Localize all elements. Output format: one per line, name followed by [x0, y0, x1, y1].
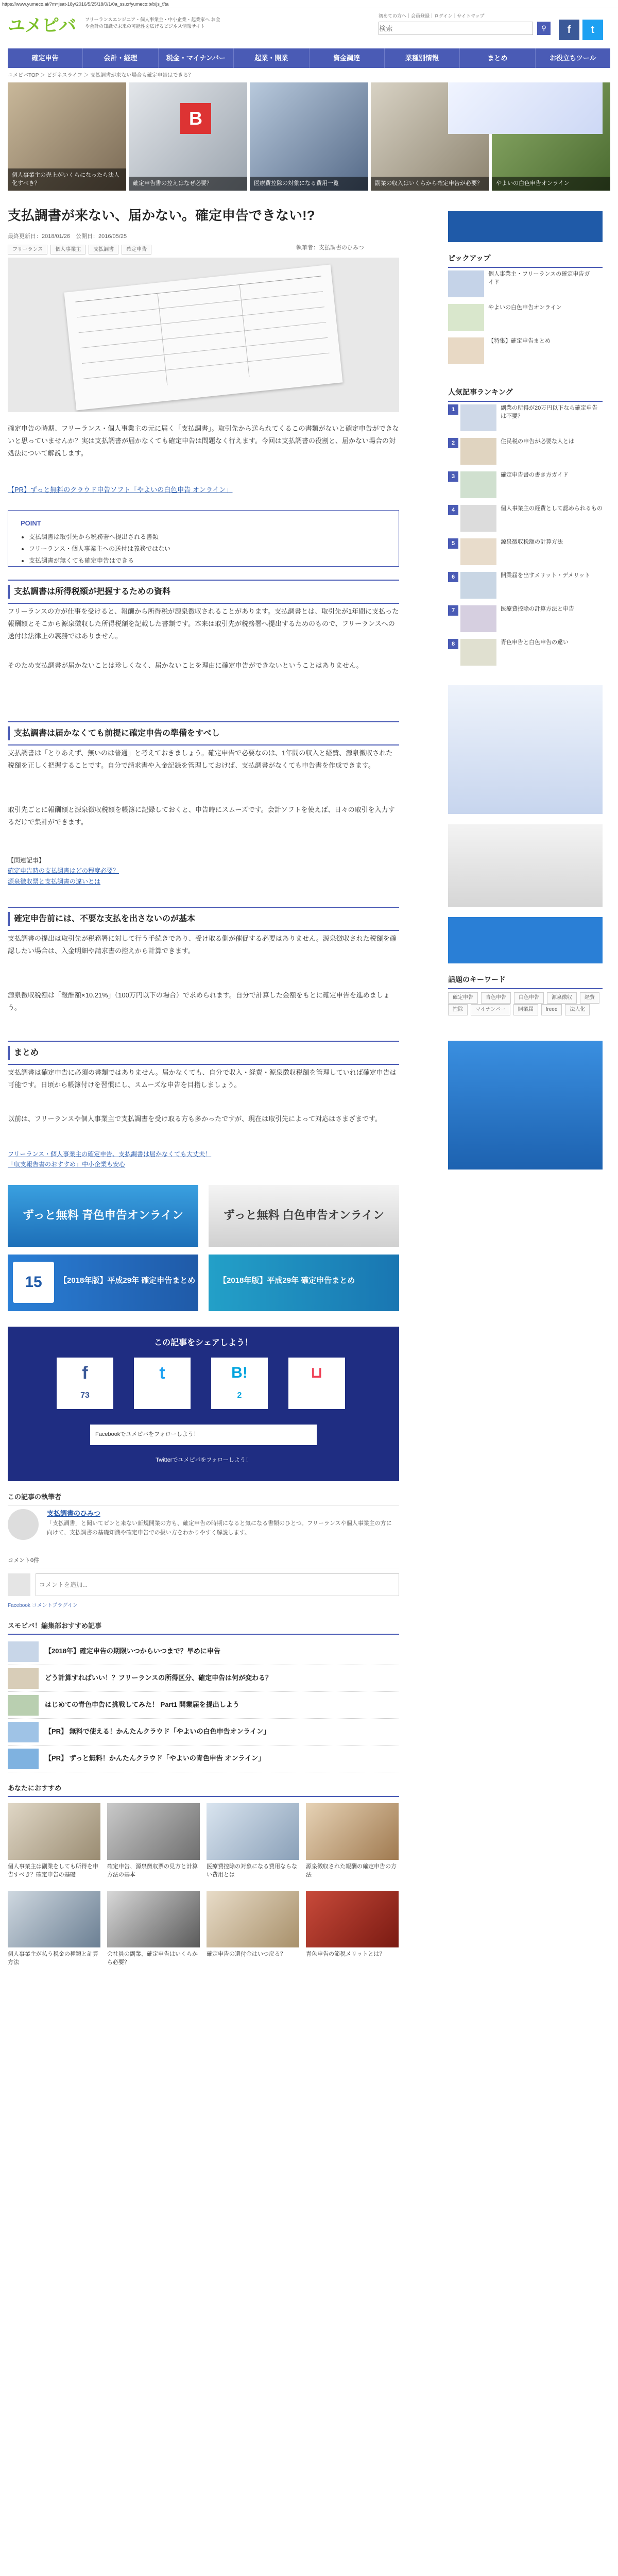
recommend-card[interactable]	[207, 1891, 299, 1959]
pickup-heading: ピックアップ	[448, 252, 603, 268]
related-thumbnail	[8, 1668, 39, 1689]
related-title: 【2018年】確定申告の期限いつからいつまで？早めに申告	[45, 1647, 220, 1655]
white-return-banner[interactable]	[209, 1185, 399, 1247]
ranking-title: 住民税の申告が必要な人とは	[501, 438, 574, 445]
recommend-card[interactable]	[107, 1891, 200, 1967]
related-thumbnail	[8, 1641, 39, 1662]
kakutei-banner[interactable]	[8, 1255, 198, 1311]
ranking-title: 開業届を出すメリット・デメリット	[501, 572, 591, 579]
carousel-slide[interactable]	[250, 82, 368, 191]
related-title: 【PR】 ずっと無料！かんたんクラウド「やよいの青色申告 オンライン」	[45, 1754, 265, 1762]
rank-number: 4	[448, 505, 458, 515]
comment-plugin-label[interactable]: Facebook コメントプラグイン	[8, 1603, 78, 1608]
keyword-tag[interactable]: 青色申告	[481, 992, 511, 1004]
nav-item[interactable]: 税金・マイナンバー	[159, 48, 234, 68]
summary-text: 以前は、フリーランスや個人事業主で支払調書を受け取る方も多かったですが、現在は取引先によって対応はさまざまです。	[8, 1115, 382, 1123]
global-nav	[8, 48, 610, 68]
pickup-item[interactable]	[448, 337, 603, 368]
nav-item[interactable]: 資金調達	[310, 48, 385, 68]
ranking-thumbnail	[460, 404, 496, 431]
keyword-list	[448, 992, 603, 1015]
kakutei-banner[interactable]	[209, 1255, 399, 1311]
section-text: そのため支払調書が届かないことは珍しくなく、届かないことを理由に確定申告ができないということはありません。	[8, 662, 363, 669]
nav-item[interactable]: お役立ちツール	[550, 54, 596, 62]
section-heading: 支払調書は届かなくても前提に確定申告の準備をすべし	[8, 721, 399, 745]
recommend-title: 青色申告の節税メリットとは？	[306, 1951, 385, 1957]
banner-label: 【2018年版】平成29年 確定申告まとめ	[219, 1276, 355, 1285]
rank-number: 6	[448, 572, 458, 582]
document-illustration	[64, 264, 342, 410]
section-text: 源泉徴収税額は「報酬額×10.21%」（100万円以下の場合）で求められます。自分で計算した金額をもとに確定申告を進めましょう。	[8, 991, 390, 1012]
pickup-item[interactable]	[448, 270, 603, 301]
recommend-image	[107, 1891, 200, 1947]
recommend-image	[8, 1803, 100, 1860]
twitter-icon[interactable]: t	[582, 20, 603, 40]
author-box	[8, 1492, 399, 1548]
ref-link[interactable]: 確定申告時の支払調書はどの程度必要？	[8, 867, 119, 875]
tag-link[interactable]: 支払調書	[89, 245, 118, 255]
related-title: 【PR】 無料で使える！かんたんクラウド「やよいの白色申告オンライン」	[45, 1727, 270, 1735]
ref-link[interactable]: 源泉徴収票と支払調書の違いとは	[8, 877, 101, 885]
related-title: はじめての青色申告に挑戦してみた！ Part1 開業届を提出しよう	[45, 1701, 239, 1708]
carousel-slide[interactable]	[8, 82, 126, 191]
related-item[interactable]	[8, 1638, 399, 1665]
pickup-title: 【特集】確定申告まとめ	[488, 338, 551, 344]
slide-caption: やよいの白色申告オンライン	[492, 177, 610, 191]
ranking-title: 個人事業主の経費として認められるもの	[501, 505, 603, 512]
bottom-link[interactable]: フリーランス・個人事業主の確定申告、支払調書は届かなくても大丈夫！	[8, 1150, 212, 1158]
keyword-tag[interactable]: 源泉徴収	[547, 992, 577, 1004]
ranking-item[interactable]	[448, 538, 603, 569]
rank-number: 1	[448, 404, 458, 415]
nav-item[interactable]: 会計・経理	[83, 48, 158, 68]
pickup-title: やよいの白色申告オンライン	[488, 304, 562, 311]
share-count: 73	[80, 1391, 90, 1400]
article-intro: 確定申告の時期、フリーランス・個人事業主の元に届く「支払調書」。取引先から送られてくるこの書類がないと確定申告ができないと思っていませんか？実は支払調書が届かなくても確定申告は問題なく行えます。今回は支払調書の役割と、届かない場合の対処法について解説します。	[8, 425, 399, 457]
section-heading: 確定申告前には、不要な支払を出さないのが基本	[8, 907, 399, 931]
related-thumbnail	[8, 1722, 39, 1742]
section-heading: 支払調書は所得税額が把握するための資料	[8, 580, 399, 604]
nav-item[interactable]: 業種別情報	[385, 48, 460, 68]
sidebar-ad-cloud[interactable]	[448, 1041, 603, 1170]
summary-text: 支払調書は確定申告に必須の書類ではありません。届かなくても、自分で収入・経費・源泉徴収税額を管理していれば確定申告は可能です。日頃から帳簿付けを習慣にし、スムーズな申告を目指しましょう。	[8, 1069, 397, 1089]
slide-caption: 医療費控除の対象になる費用一覧	[250, 177, 368, 191]
sidebar-ad-promo[interactable]	[448, 685, 603, 814]
ranking-title: 副業の所得が20万円以下なら確定申告は不要？	[501, 405, 598, 419]
keyword-tag[interactable]: 開業届	[513, 1004, 538, 1015]
share-pocket-button[interactable]	[288, 1358, 345, 1409]
ranking-title: 医療費控除の計算方法と申告	[501, 606, 574, 612]
keyword-tag[interactable]: 経費	[580, 992, 599, 1004]
carousel-slide[interactable]	[129, 82, 247, 191]
ranking-item[interactable]	[448, 505, 603, 536]
ranking-item[interactable]	[448, 438, 603, 469]
ranking-item[interactable]	[448, 404, 603, 435]
ranking-thumbnail	[460, 605, 496, 632]
slide-caption: 個人事業主の売上がいくらになったら法人化すべき？	[8, 168, 126, 191]
related-title: どう計算すればいい！？フリーランスの所得区分、確定申告は何が変わる？	[45, 1674, 272, 1682]
ranking-thumbnail	[460, 438, 496, 465]
recommend-image	[8, 1891, 100, 1947]
recommend-card[interactable]	[306, 1803, 399, 1879]
related-thumbnail	[8, 1749, 39, 1769]
share-facebook-button[interactable]	[57, 1358, 113, 1409]
recommend-title: 個人事業主が払う税金の種類と計算方法	[8, 1951, 98, 1965]
article-tags	[8, 243, 154, 255]
twitter-icon: t	[159, 1363, 165, 1383]
share-box	[8, 1327, 399, 1481]
hatena-icon: B!	[231, 1364, 248, 1381]
bottom-link[interactable]: 「収支報告書のおすすめ」中小企業も安心	[8, 1161, 126, 1168]
recommend-image	[306, 1891, 399, 1947]
banner-label: 【2018年版】平成29年 確定申告まとめ	[59, 1276, 196, 1285]
related-thumbnail	[8, 1695, 39, 1716]
ranking-thumbnail	[460, 538, 496, 565]
pocket-icon: ⊔	[311, 1364, 323, 1381]
article-date: 最終更新日：2018/01/26 公開日：2016/05/25	[8, 233, 127, 240]
section-text: 支払調書の提出は取引先が税務署に対して行う手続きであり、受け取る側が催促する必要はありません。源泉徴収された税額を確認したい場合は、入金明細や請求書の控えから計算できます。	[8, 935, 397, 955]
ranking-thumbnail	[460, 572, 496, 599]
recommend-card[interactable]	[306, 1891, 399, 1959]
tag-link[interactable]: フリーランス	[8, 245, 47, 255]
sidebar	[448, 82, 603, 1731]
ad-link[interactable]: 【PR】ずっと無料のクラウド申告ソフト「やよいの白色申告 オンライン」	[8, 486, 233, 494]
article-author[interactable]: 執筆者：支払調書のひみつ	[296, 245, 364, 251]
pickup-thumbnail	[448, 304, 484, 331]
article-hero-image	[8, 258, 399, 412]
rank-number: 8	[448, 639, 458, 649]
facebook-icon: f	[82, 1363, 88, 1383]
ranking-item[interactable]	[448, 605, 603, 636]
blue-return-banner[interactable]	[8, 1185, 198, 1247]
section-text: フリーランスの方が仕事を受けると、報酬から所得税が源泉徴収されることがあります。支払調書とは、取引先が1年間に支払った報酬額とそこから源泉徴収した所得税額を記載した書類です。本来は取引先が税務署へ提出するためのもので、フリーランスへの送付は法律上の義務ではありません。	[8, 607, 399, 640]
refs-title: 【関連記事】	[8, 857, 45, 864]
banner-label: ずっと無料 青色申告オンライン	[22, 1209, 184, 1222]
rank-number: 2	[448, 438, 458, 448]
pickup-title: 個人事業主・フリーランスの確定申告ガイド	[488, 271, 590, 285]
keyword-heading: 話題のキーワード	[448, 974, 603, 989]
sidebar-banner[interactable]	[448, 211, 603, 242]
related-item[interactable]	[8, 1665, 399, 1692]
recommend-title: 確定申告の還付金はいつ戻る？	[207, 1951, 286, 1957]
pickup-item[interactable]	[448, 304, 603, 335]
pickup-thumbnail	[448, 270, 484, 297]
author-description: 「支払調書」と聞いてピンと来ない新規開業の方も、確定申告の時期になると気になる書類のひとつ。フリーランスや個人事業主の方に向けて、支払調書の基礎知識や確定申告での扱い方をわかりやすく解説します。	[47, 1520, 392, 1536]
keyword-tag[interactable]: 控除	[448, 1004, 468, 1015]
ranking-heading: 人気記事ランキング	[448, 386, 603, 402]
slide-caption: 確定申告書の控えはなぜ必要？	[129, 177, 247, 191]
pickup-thumbnail	[448, 337, 484, 364]
rank-number: 7	[448, 605, 458, 616]
comment-count: コメント0件	[8, 1556, 399, 1568]
recommend-title: 確定申告、源泉徴収票の見方と計算方法の基本	[107, 1863, 198, 1878]
twitter-follow-line[interactable]: Twitterでユメピバをフォローしよう！	[156, 1457, 251, 1463]
bottom-links	[8, 1149, 399, 1170]
recommend-card[interactable]	[207, 1803, 299, 1879]
url-bar: https://www.yumeco.ai/?m=jsat-18y/2016/5/25/18/0/1/0a_ss.cr/yumeco:b/b/js_f/ta	[0, 0, 618, 8]
header-top-links[interactable]: 初めての方へ｜会員登録｜ログイン｜サイトマップ	[379, 13, 485, 19]
sidebar-ad-book[interactable]	[448, 824, 603, 907]
ranking-item[interactable]	[448, 471, 603, 502]
keyword-tag[interactable]: 法人化	[565, 1004, 590, 1015]
facebook-icon[interactable]: f	[559, 20, 579, 40]
recommend-title: 会社員の副業、確定申告はいくらから必要？	[107, 1951, 198, 1965]
ranking-title: 源泉徴収税額の計算方法	[501, 539, 563, 545]
keyword-tag[interactable]: マイナンバー	[471, 1004, 510, 1015]
comment-avatar	[8, 1573, 30, 1596]
point-item: • フリーランス・個人事業主への送付は義務ではない	[29, 543, 386, 555]
related-refs	[8, 855, 399, 887]
related-item[interactable]	[8, 1692, 399, 1719]
comment-area	[8, 1556, 399, 1613]
recommend-image	[107, 1803, 200, 1860]
tag-link[interactable]: 確定申告	[122, 245, 151, 255]
tag-link[interactable]: 個人事業主	[50, 245, 85, 255]
facebook-follow-box[interactable]: Facebookでユメピバをフォローしよう！	[90, 1425, 317, 1445]
point-item: • 支払調書が無くても確定申告はできる	[29, 555, 386, 567]
breadcrumb[interactable]: ユメピバTOP ＞ ビジネスライフ ＞ 支払調書が来ない場合も確定申告はできる？	[8, 73, 194, 78]
ranking-thumbnail	[460, 505, 496, 532]
author-name[interactable]: 支払調書のひみつ	[47, 1510, 100, 1517]
author-box-title: この記事の執筆者	[8, 1492, 399, 1505]
section-text: 支払調書は「とりあえず、無いのは普通」と考えておきましょう。確定申告で必要なのは、1年間の収入と経費、源泉徴収された税額を正しく把握することです。自分で請求書や入金記録を管理しておけば、支払調書がなくても申告書を作成できます。	[8, 749, 393, 770]
related-item[interactable]	[8, 1719, 399, 1745]
nav-item[interactable]: 確定申告	[8, 48, 83, 68]
share-count: 2	[237, 1391, 242, 1400]
recommend-card[interactable]	[107, 1803, 200, 1879]
recommend-image	[207, 1891, 299, 1947]
comment-input[interactable]	[36, 1573, 399, 1596]
recommend-image	[207, 1803, 299, 1860]
site-logo[interactable]: ユメピバ	[8, 15, 76, 36]
ranking-thumbnail	[460, 471, 496, 498]
related-item[interactable]	[8, 1745, 399, 1772]
share-twitter-button[interactable]	[134, 1358, 191, 1409]
search-icon[interactable]: ⚲	[537, 22, 551, 35]
share-title: この記事をシェアしよう！	[154, 1338, 253, 1347]
avatar	[8, 1509, 39, 1540]
recommend-title: 医療費控除の対象になる費用ならない費用とは	[207, 1863, 297, 1878]
search-input[interactable]	[379, 22, 533, 35]
summary-heading: まとめ	[8, 1041, 399, 1065]
sidebar-ad[interactable]	[448, 82, 603, 134]
nav-item[interactable]: まとめ	[460, 48, 535, 68]
recommend-card[interactable]	[8, 1891, 100, 1967]
sidebar-ad-kakutei[interactable]	[448, 917, 603, 963]
section-text: 取引先ごとに報酬額と源泉徴収税額を帳簿に記録しておくと、申告時にスムーズです。会計ソフトを使えば、日々の取引を入力するだけで集計ができます。	[8, 806, 395, 826]
keyword-tag[interactable]: 白色申告	[514, 992, 544, 1004]
point-box	[8, 510, 399, 567]
point-item: • 支払調書は取引先から税務署へ提出される書類	[29, 531, 386, 543]
article-column	[8, 206, 399, 2576]
nav-item[interactable]: 起業・開業	[234, 48, 309, 68]
point-title: POINT	[21, 519, 41, 527]
ranking-item[interactable]	[448, 572, 603, 603]
ranking-thumbnail	[460, 639, 496, 666]
ranking-item[interactable]	[448, 639, 603, 670]
share-hatena-button[interactable]	[211, 1358, 268, 1409]
related-heading: スモビバ！編集部おすすめ記事	[8, 1620, 399, 1635]
recommend-card[interactable]	[8, 1803, 100, 1879]
ranking-title: 確定申告書の書き方ガイド	[501, 472, 569, 478]
keyword-tag[interactable]: freee	[541, 1004, 562, 1015]
site-tagline: フリーランスエンジニア・個人事業主・中小企業・起業家へ お金や会計の知識で未来の可能性を広げるビジネス情報サイト	[85, 17, 220, 29]
banner-label: ずっと無料 白色申告オンライン	[223, 1209, 385, 1222]
recommend-title: 源泉徴収された報酬の確定申告の方法	[306, 1863, 397, 1878]
article-title: 支払調書が来ない、届かない。確定申告できない!?	[8, 208, 315, 223]
badge-b-icon: B	[180, 103, 211, 134]
recommend-image	[306, 1803, 399, 1860]
rank-number: 3	[448, 471, 458, 482]
rank-number: 5	[448, 538, 458, 549]
slide-caption: 副業の収入はいくらから確定申告が必要？	[371, 177, 489, 191]
ranking-title: 青色申告と白色申告の違い	[501, 639, 569, 646]
recommend-heading: あなたにおすすめ	[8, 1783, 399, 1797]
keyword-tag[interactable]: 確定申告	[448, 992, 478, 1004]
recommend-title: 個人事業主は副業をしても所得を申告すべき？確定申告の基礎	[8, 1863, 98, 1878]
calendar-icon: 15	[13, 1262, 54, 1303]
site-header	[8, 11, 610, 42]
